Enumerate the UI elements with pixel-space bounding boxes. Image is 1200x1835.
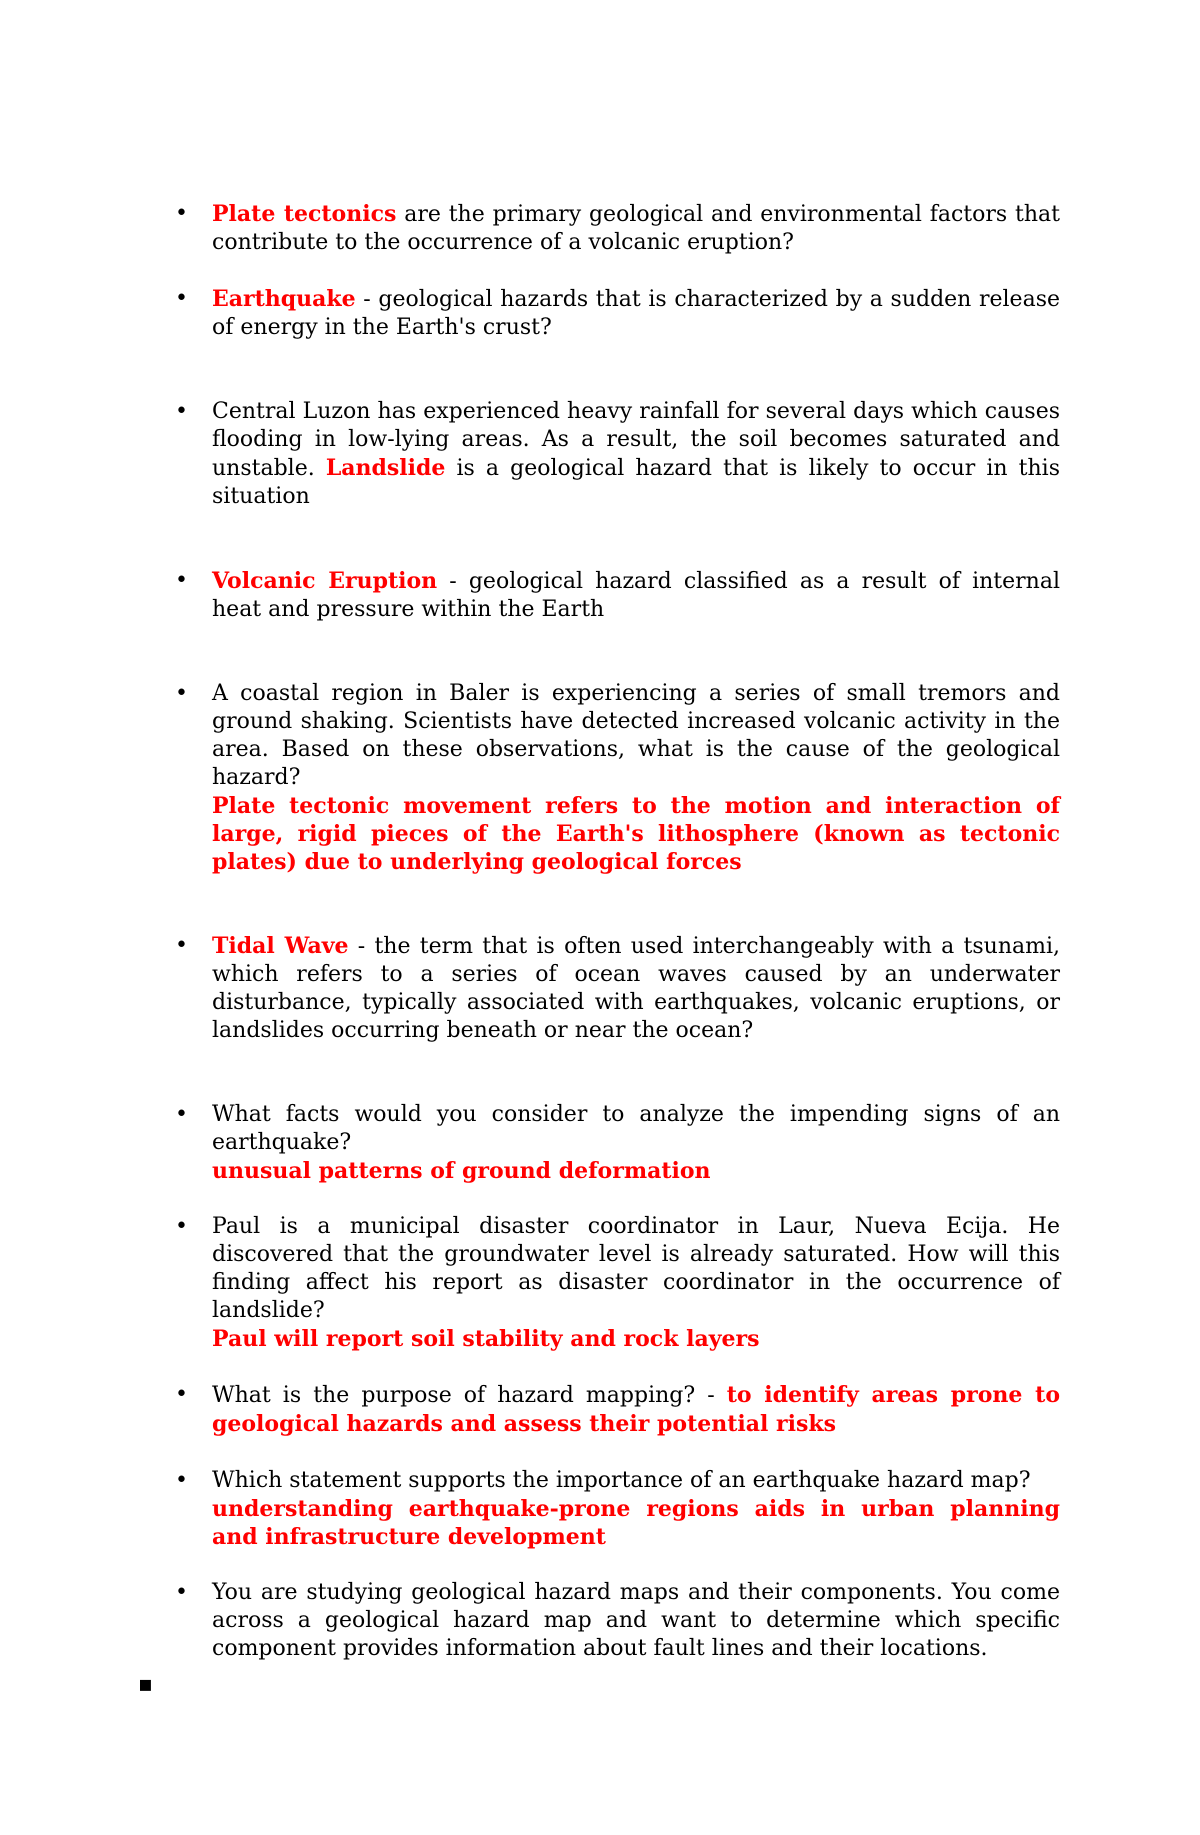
item-text: A coastal region in Baler is experiencing a series of small tremors and ground shaking. Scientists have detected increased volcanic activity in the area. Based on these observations, what is the cause of the geological hazard?	[212, 681, 1060, 790]
answer-term: Earthquake	[212, 286, 356, 312]
list-item	[170, 1101, 1060, 1185]
answer-text: Plate tectonic movement refers to the motion and interaction of large, rigid pieces of the Earth's lithosphere (known as tectonic plates) due to underlying geological forces	[212, 793, 1060, 875]
bullet-icon: •	[175, 1214, 188, 1239]
item-text: are the primary geological and environmental factors that contribute to the occurrence of a volcanic eruption?	[212, 202, 1061, 255]
item-text: What is the purpose of hazard mapping? -	[212, 1383, 727, 1408]
list-item	[170, 932, 1060, 1045]
item-text: Central Luzon has experienced heavy rainfall for several days which causes flooding in low-lying areas. As a result, the soil becomes saturated and unstable.	[212, 399, 1060, 481]
bullet-icon: •	[175, 286, 188, 311]
item-text: Which statement supports the importance of an earthquake hazard map?	[212, 1468, 1031, 1493]
item-text: What facts would you consider to analyze the impending signs of an earthquake?	[212, 1102, 1060, 1155]
answer-term: to identify areas prone to geological hazards and assess their potential risks	[212, 1382, 1060, 1437]
list-item	[170, 567, 1060, 624]
list-item	[170, 1467, 1060, 1551]
answer-text: understanding earthquake-prone regions aids in urban planning and infrastructure development	[212, 1496, 1060, 1550]
answer-text: Paul will report soil stability and rock layers	[212, 1326, 760, 1352]
bullet-icon: •	[175, 201, 188, 226]
item-text-continued: is a geological hazard that is likely to occur in this situation	[212, 456, 1060, 509]
list-item	[170, 680, 1060, 876]
list-item	[170, 1213, 1060, 1353]
question-list	[170, 200, 1060, 1663]
bullet-icon: •	[175, 399, 188, 424]
bullet-icon: •	[175, 1102, 188, 1127]
small-square-icon: ▪	[138, 1671, 153, 1697]
answer-text: unusual patterns of ground deformation	[212, 1158, 711, 1184]
bullet-icon: •	[175, 1468, 188, 1493]
bullet-icon: •	[175, 1580, 188, 1605]
item-text: - the term that is often used interchangeably with a tsunami, which refers to a series of ocean waves caused by an underwater disturbance, typically associated with earthquakes, volcanic eruptions, or landslides occurring beneath or near the ocean?	[212, 934, 1060, 1043]
item-text: Paul is a municipal disaster coordinator in Laur, Nueva Ecija. He discovered that the groundwater level is already saturated. How will this finding affect his report as disaster coordinator in the occurrence of landslide?	[212, 1214, 1060, 1323]
bullet-icon: •	[175, 568, 188, 593]
list-item	[170, 1381, 1060, 1439]
bullet-icon: •	[175, 681, 188, 706]
item-text: - geological hazards that is characterized by a sudden release of energy in the Earth's crust?	[212, 287, 1060, 340]
item-text: You are studying geological hazard maps and their components. You come across a geological hazard map and want to determine which specific component provides information about fault lines and their locations.	[212, 1580, 1060, 1661]
answer-term: Landslide	[325, 455, 446, 481]
item-text: - geological hazard classified as a result of internal heat and pressure within the Earth	[212, 569, 1060, 622]
answer-term: Plate tectonics	[212, 201, 397, 227]
bullet-icon: •	[175, 933, 188, 958]
list-item	[170, 200, 1060, 257]
answer-term: Volcanic Eruption	[212, 568, 438, 594]
list-item	[170, 1579, 1060, 1663]
bullet-icon: •	[175, 1382, 188, 1407]
list-item	[170, 285, 1060, 342]
list-item	[170, 398, 1060, 511]
answer-term: Tidal Wave	[212, 933, 349, 959]
